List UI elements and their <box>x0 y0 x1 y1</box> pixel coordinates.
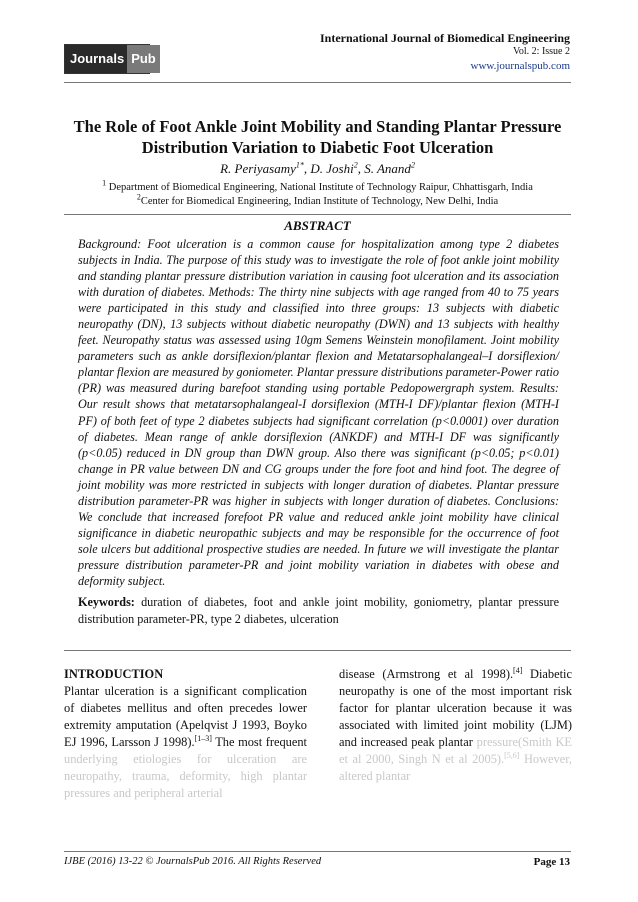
citation-sup: [5,6] <box>504 750 520 760</box>
affiliation-sup: 2 <box>136 192 141 202</box>
intro-right-column <box>339 666 572 785</box>
intro-faded-text: pressure(Smith KE et al 2000, Singh N et al 2005). <box>339 735 572 766</box>
author-name: R. Periyasamy <box>220 161 296 176</box>
page-number: Page 13 <box>533 856 570 868</box>
affiliation-sup: 1 <box>102 178 107 188</box>
introduction-heading: INTRODUCTION <box>64 667 164 681</box>
author-sup: 1* <box>295 160 304 170</box>
citation-sup: [4] <box>513 665 523 675</box>
intro-paragraph: disease (Armstrong et al 1998). <box>339 667 514 681</box>
affiliation-text: Department of Biomedical Engineering, National Institute of Technology Raipur, Chhattisgarh, India <box>108 182 533 193</box>
footer-copyright: IJBE (2016) 13-22 © JournalsPub 2016. All Rights Reserved <box>64 856 322 867</box>
author-name: D. Joshi <box>310 161 354 176</box>
author-sup: 2 <box>410 160 415 170</box>
abstract-text: Background: Foot ulceration is a common cause for hospitalization among type 2 diabetes subjects in India. The purpose of this study was to investigate the role of foot ankle joint mobility and standing plantar pressure distribution variation in causing foot ulceration and its association with duration of diabetes. Methods: The thirty nine subjects with age ranged from 40 to 75 years were participated in this study and classified into three groups: 13 subjects with diabetic neuropathy (DN), 13 subjects without diabetic neuropathy (DWN) and 13 subjects with healthy feet. Neuropathy status was assessed using 10gm Semens Weinstein monofilament. Joint mobility parameters such as ankle dorsiflexion/plantar flexion and Metatarsophalangeal–I dorsiflexion/ plantar flexion are measured by goniometer. Plantar pressure distributions parameter-Power ratio (PR) was measured during barefoot standing using portable Pedopowergraph system. Results: Our result shows that metatarsophalangeal-I dorsiflexion (MTH-I DF)/plantar flexion (MTH-I PF) of both feet of type 2 diabetes subjects had significant correlation (p<0.0001) over duration of diabetes. Mean range of ankle dorsiflexion (ANKDF) and MTH-I DF was significantly (p<0.05) reduced in DN group than DWN group. Also there was significant (p<0.05; p<0.01) change in PR value between DN and CG groups under the fore foot and hind foot. The degree of joint mobility was more restricted in subjects with longer duration of diabetes. Plantar pressure distribution parameter-PR was higher in subjects with longer duration of diabetes. Conclusions: We conclude that increased forefoot PR value and reduced ankle joint mobility have clinical significance in diabetic neuropathic subjects and may be responsible for the occurrence of foot sole ulcers but additional prospective studies are needed. In future we will investigate the plantar pressure distribution parameter-PR and joint mobility variation in diabetes with obese and deformity subject. <box>78 237 560 588</box>
header-divider <box>64 82 571 83</box>
intro-paragraph: Plantar ulceration is a significant complication of diabetes mellitus and often precedes lower extremity amputation (Apelqvist J 1993, Boyko EJ 1996, Larsson J 1998). <box>64 684 307 749</box>
logo-text-pub: Pub <box>127 45 160 73</box>
keywords-text: duration of diabetes, foot and ankle joint mobility, goniometry, plantar pressure distribution parameter-PR, type 2 diabetes, ulceration <box>78 595 559 626</box>
intro-paragraph-cont: Diabetic neuropathy is one of the most important risk factor for plantar ulceration because it was associated with limited joint mobility (LJM) and increased peak plantar <box>339 667 572 749</box>
author-sup: 2 <box>353 160 358 170</box>
body-divider <box>64 650 571 651</box>
intro-faded-text-cont: However, altered plantar <box>339 752 572 783</box>
abstract-heading: ABSTRACT <box>284 218 351 233</box>
journal-logo <box>64 44 156 74</box>
footer-divider <box>64 851 571 852</box>
journal-url[interactable]: www.journalspub.com <box>470 60 570 72</box>
author-name: S. Anand <box>364 161 411 176</box>
affiliation-text: Center for Biomedical Engineering, Indian Institute of Technology, New Delhi, India <box>140 196 499 207</box>
affiliation-1 <box>64 178 571 193</box>
intro-paragraph-cont: The most frequent <box>211 735 308 749</box>
intro-left-column <box>64 666 307 802</box>
logo-text-journals: Journals <box>65 45 127 73</box>
journal-name: International Journal of Biomedical Engineering <box>319 31 570 45</box>
abstract-divider <box>64 214 571 215</box>
affiliation-2 <box>64 192 571 207</box>
citation-sup: [1–3] <box>194 733 212 743</box>
keywords <box>78 594 559 628</box>
intro-faded-text: underlying etiologies for ulceration are neuropathy, trauma, deformity, high plantar pressures and peripheral arterial <box>64 752 307 800</box>
author-list: R. Periyasamy$^{1*}$, D. Joshi$^2$, S. Anand$^2$ <box>220 160 415 176</box>
journal-volume: Vol. 2: Issue 2 <box>512 46 570 57</box>
paper-title: The Role of Foot Ankle Joint Mobility and Standing Plantar Pressure Distribution Variation to Diabetic Foot Ulceration <box>73 117 562 157</box>
keywords-label: Keywords: <box>78 595 135 609</box>
